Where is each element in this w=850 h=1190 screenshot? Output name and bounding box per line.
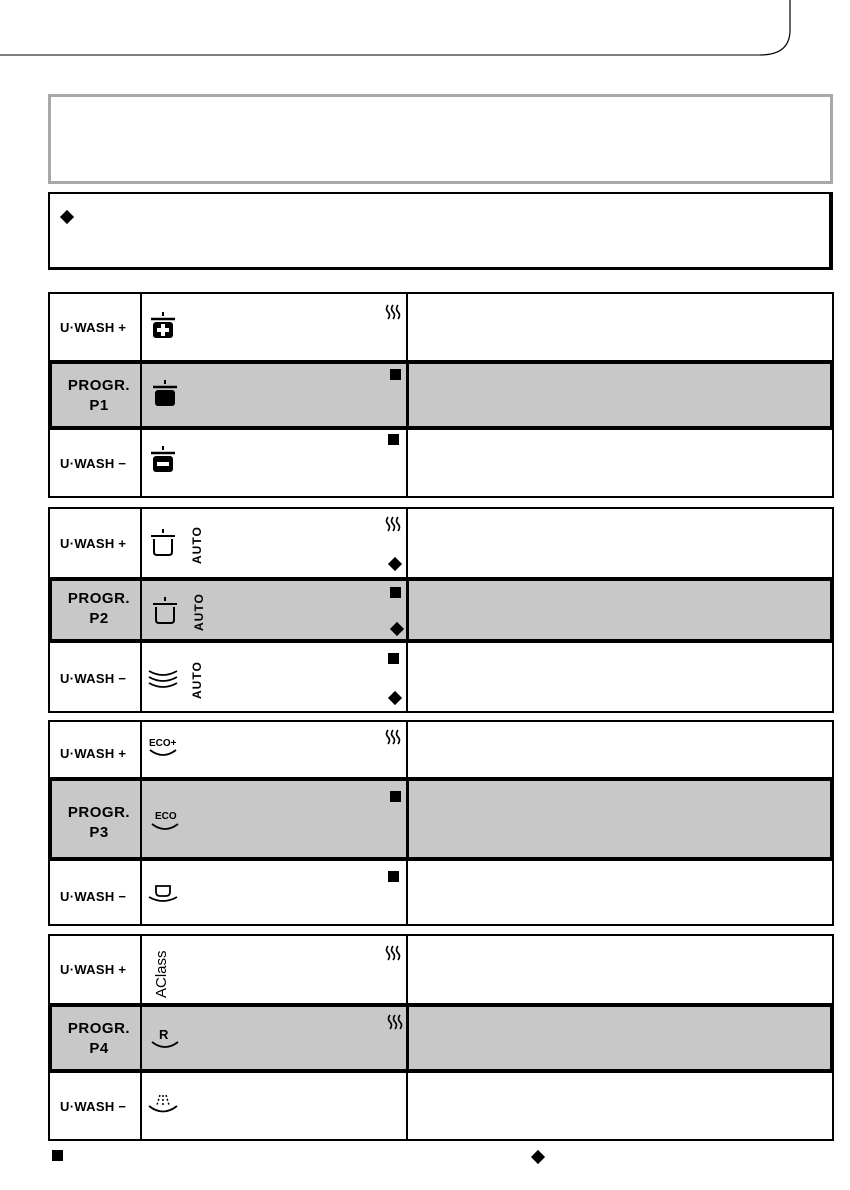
pot-outline-icon <box>146 527 180 561</box>
u-wash-plus-label: U·WASH + <box>60 536 127 551</box>
grey-info-box <box>48 94 833 184</box>
square-marker <box>388 653 399 664</box>
rinse-text: R <box>159 1027 169 1042</box>
dish-curve-icon <box>148 820 182 834</box>
u-wash-plus-label: U·WASH + <box>60 962 127 977</box>
table-row <box>50 1073 832 1141</box>
eco-text: ECO <box>155 811 177 822</box>
heat-symbol-icon <box>384 303 402 321</box>
eco-plus-icon <box>146 736 180 766</box>
note-diamond-marker <box>60 210 74 224</box>
top-rule <box>0 0 850 58</box>
auto-label: AUTO <box>190 661 204 699</box>
auto-label: AUTO <box>190 526 204 564</box>
auto-label: AUTO <box>192 593 206 631</box>
a-class-label: AClass <box>153 950 170 998</box>
heat-symbol-icon <box>384 944 402 962</box>
pot-outline-icon <box>148 595 182 629</box>
legend-diamond-marker <box>531 1150 545 1164</box>
table-row-selected <box>48 577 834 643</box>
rinse-icon <box>148 1027 182 1057</box>
eco-icon <box>148 811 182 841</box>
progr-label: PROGR. <box>67 590 131 607</box>
u-wash-minus-label: U·WASH − <box>60 889 127 904</box>
heat-symbol-icon <box>386 1013 404 1031</box>
table-row <box>50 643 832 713</box>
square-marker <box>388 434 399 445</box>
program-code: P1 <box>89 397 109 414</box>
table-row-selected <box>48 360 834 430</box>
eco-plus-text: ECO+ <box>149 738 177 749</box>
heat-symbol-icon <box>384 728 402 746</box>
progr-label: PROGR. <box>67 1020 131 1037</box>
diamond-marker <box>388 691 402 705</box>
square-marker <box>388 871 399 882</box>
table-row <box>50 861 832 926</box>
table-row <box>50 936 832 1003</box>
program-code: P4 <box>89 1040 109 1057</box>
program-group-p1 <box>48 292 834 498</box>
program-group-p2 <box>48 507 834 713</box>
diamond-marker <box>390 622 404 636</box>
waves-icon <box>146 663 180 693</box>
table-row <box>50 722 832 778</box>
program-code: P2 <box>89 610 109 627</box>
program-group-p3 <box>48 720 834 926</box>
square-marker <box>390 587 401 598</box>
dish-curve-icon <box>146 746 180 760</box>
u-wash-minus-label: U·WASH − <box>60 1099 127 1114</box>
dish-curve-icon <box>148 1038 182 1052</box>
u-wash-minus-label: U·WASH − <box>60 456 127 471</box>
table-row <box>50 294 832 361</box>
cup-icon <box>146 883 180 905</box>
program-code: P3 <box>89 824 109 841</box>
spray-icon <box>146 1091 180 1119</box>
heat-symbol-icon <box>384 515 402 533</box>
program-group-p4 <box>48 934 834 1141</box>
square-marker <box>390 369 401 380</box>
table-row-selected <box>48 777 834 861</box>
table-row-selected <box>48 1003 834 1073</box>
table-row <box>50 509 832 578</box>
u-wash-minus-label: U·WASH − <box>60 671 127 686</box>
u-wash-plus-label: U·WASH + <box>60 746 127 761</box>
progr-label: PROGR. <box>67 377 131 394</box>
pot-minus-icon <box>146 444 180 478</box>
pot-plus-icon <box>146 310 180 344</box>
progr-label: PROGR. <box>67 804 131 821</box>
square-marker <box>390 791 401 802</box>
pot-icon <box>148 378 182 412</box>
table-row <box>50 430 832 498</box>
note-box <box>48 192 833 270</box>
legend-square-marker <box>52 1150 63 1161</box>
diamond-marker <box>388 557 402 571</box>
u-wash-plus-label: U·WASH + <box>60 320 127 335</box>
